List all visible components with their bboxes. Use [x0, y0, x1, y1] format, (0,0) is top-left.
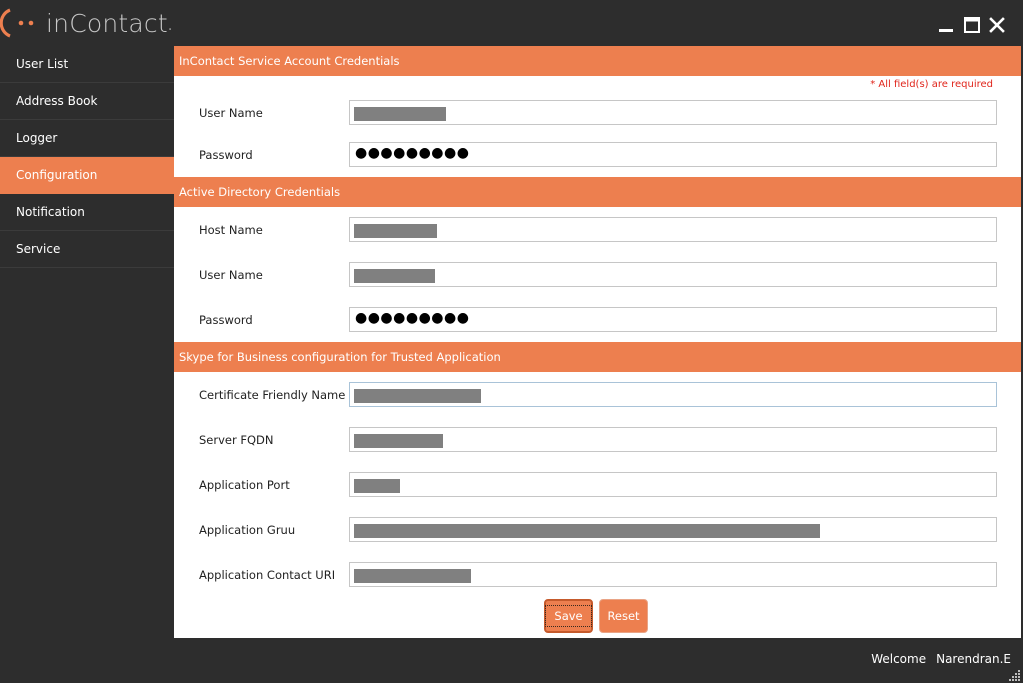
welcome-message — [871, 652, 1011, 666]
sidebar-item-address-book[interactable]: Address Book — [0, 83, 174, 120]
section-header-active-directory: Active Directory Credentials — [174, 177, 1021, 207]
redacted-value — [354, 224, 437, 238]
redacted-value — [354, 479, 400, 493]
app-contact-uri-label: Application Contact URI — [199, 568, 336, 582]
server-fqdn-label: Server FQDN — [199, 433, 274, 447]
ad-password-label: Password — [199, 313, 253, 327]
app-contact-uri-input[interactable] — [349, 562, 997, 587]
ad-password-input[interactable] — [349, 307, 997, 332]
ad-username-label: User Name — [199, 268, 263, 282]
section-header-skype: Skype for Business configuration for Trusted Application — [174, 342, 1021, 372]
minimize-button[interactable] — [935, 14, 957, 36]
logo-trademark: . — [167, 18, 173, 34]
ad-username-input[interactable] — [349, 262, 997, 287]
redacted-value — [354, 434, 443, 448]
sidebar-item-user-list[interactable]: User List — [0, 46, 174, 83]
section-header-incontact: InContact Service Account Credentials — [174, 46, 1021, 76]
sidebar-item-notification[interactable]: Notification — [0, 194, 174, 231]
save-button[interactable] — [544, 599, 593, 633]
ad-host-label: Host Name — [199, 223, 263, 237]
redacted-value — [354, 389, 481, 403]
app-logo — [0, 6, 172, 40]
ic-username-input[interactable] — [349, 100, 997, 125]
password-mask: ●●●●●●●●● — [355, 145, 470, 161]
redacted-value — [354, 569, 471, 583]
required-note: * All field(s) are required — [870, 79, 993, 90]
maximize-icon — [963, 16, 981, 34]
app-name: inContact — [46, 8, 168, 38]
title-bar — [0, 0, 1023, 46]
server-fqdn-input[interactable] — [349, 427, 997, 452]
cert-name-label: Certificate Friendly Name — [199, 388, 346, 402]
redacted-value — [354, 524, 820, 538]
maximize-button[interactable] — [961, 14, 983, 36]
redacted-value — [354, 269, 435, 283]
app-port-label: Application Port — [199, 478, 290, 492]
redacted-value — [354, 107, 446, 121]
password-mask: ●●●●●●●●● — [355, 310, 470, 326]
save-button-label: Save — [545, 605, 591, 627]
reset-button[interactable]: Reset — [599, 599, 648, 633]
close-icon — [988, 16, 1006, 34]
incontact-logo-icon — [0, 6, 40, 40]
configuration-panel — [174, 46, 1021, 638]
welcome-label: Welcome — [871, 652, 927, 666]
current-username: Narendran.E — [936, 652, 1011, 666]
status-bar — [0, 638, 1023, 683]
ic-password-input[interactable] — [349, 142, 997, 167]
sidebar-item-configuration[interactable]: Configuration — [0, 157, 174, 194]
sidebar-item-logger[interactable]: Logger — [0, 120, 174, 157]
ic-password-label: Password — [199, 148, 253, 162]
app-gruu-input[interactable] — [349, 517, 997, 542]
ic-username-label: User Name — [199, 106, 263, 120]
app-gruu-label: Application Gruu — [199, 523, 296, 537]
resize-grip-icon[interactable] — [1009, 669, 1021, 681]
sidebar-item-service[interactable]: Service — [0, 231, 174, 268]
minimize-icon — [937, 16, 955, 34]
app-port-input[interactable] — [349, 472, 997, 497]
sidebar-nav — [0, 46, 174, 638]
ad-host-input[interactable] — [349, 217, 997, 242]
cert-name-input[interactable] — [349, 382, 997, 407]
close-button[interactable] — [986, 14, 1008, 36]
